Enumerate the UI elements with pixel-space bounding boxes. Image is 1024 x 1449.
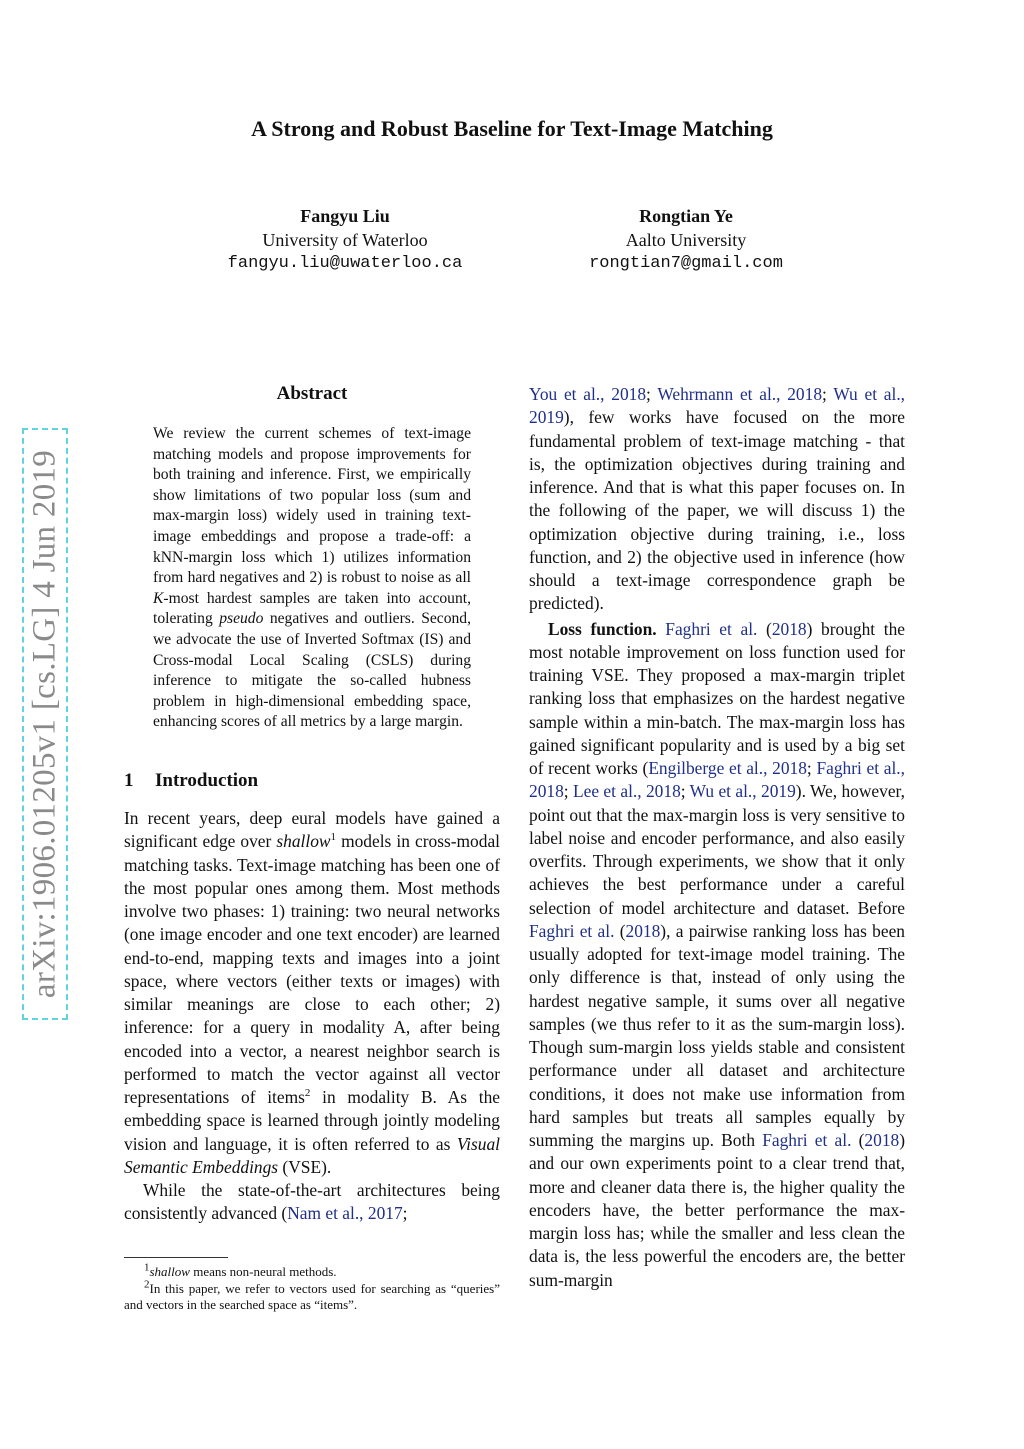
section-number: 1 [124,770,134,791]
text-run: ), few works have focused on the more fundamental problem of text-image matching - that is, the optimization objectives during training and inference. And that is what this paper focuses on. In the following of the paper, we will discuss 1) the optimization objective during training, i.e., loss function, and 2) the objective used in inference (how should a text-image correspondence graph be predicted). [529,407,905,614]
left-column-body [124,807,500,1226]
paper-title: A Strong and Robust Baseline for Text-Image Matching [251,116,773,141]
citation-link[interactable]: Nam et al., 2017 [287,1203,403,1224]
text-run: and our own experiments point to a clear trend that, more and cleaner data there is, the higher quality the encoders have, the better performance the max-margin loss has; while the smaller and less clean the data is, the less powerful the encoders are, the better sum-margin [529,1153,905,1290]
author-affiliation: Aalto University [625,230,747,250]
right-paragraph-1: You et al., 2018; Wehrmann et al., 2018; Wu et al., 2019), few works have focused on the more fundamental problem of text-image matching - that is, the optimization objectives during training and inference. And that is what this paper focuses on. In the following of the paper, we will discuss 1) the optimization objective during training, i.e., loss function, and 2) the objective used in inference (how should a text-image correspondence graph be predicted). [529,384,906,614]
text-run: , a pairwise ranking loss has been usually adopted for text-image model training. The only difference is that, instead of only using the hardest negative sample, it sums over all negative samples (we thus refer to it as the sum-margin loss). Though sum-margin loss yields stable and consistent performance under all dataset and architecture conditions, it does not make use information from hard samples but treats all samples equally by summing the margins up. Both [529,920,905,1150]
citation-link[interactable]: Wu et al., 2019 [529,384,906,428]
text-run: ). We, however, point out that the max-margin loss is very sensitive to label noise and encoder performance, and also easily overfits. Through experiments, we show that it only achieves the best performance under a careful selection of model architecture and dataset. Before [529,781,905,918]
footnotes [124,1261,500,1314]
footnote-marker[interactable]: 2 [304,1087,311,1100]
citation-link[interactable]: You et al., 2018 [529,384,647,404]
citation-link[interactable]: Engilberge et al., 2018 [648,758,807,778]
author-affiliation: University of Waterloo [262,230,428,250]
intro-paragraph-1 [124,807,500,1179]
citation-year-link[interactable]: 2018 [771,618,807,639]
abstract-heading: Abstract [276,383,348,404]
citation-link[interactable]: Faghri et al. [762,1130,852,1150]
text-run: While the state-of-the-art architectures being consistently advanced ( [124,1180,500,1224]
arxiv-stamp [22,428,68,1020]
author-block-1 [165,204,525,276]
footnote-2 [124,1278,500,1314]
text-run: models in cross-modal matching tasks. Text-image matching has been one of the most popular ones among them. Most methods involve two phases: 1) training: two neural networks (one image encoder and one text encoder) are learned end-to-end, mapping texts and images into a joint space, where vectors (either texts or images) with similar meanings are close to each other; 2) inference: for a query in modality A, after being encoded into a vector, a nearest neighbor search is performed to match the vector against all vector representations of items [124,831,500,1107]
text-run: (VSE). [278,1156,332,1177]
section-heading-introduction [124,770,258,792]
text-run: In this paper, we refer to vectors used for searching as “queries” and vectors in the searched space as “items”. [124,1280,500,1312]
citation-year-link[interactable]: 2018 [864,1130,900,1150]
footnote-divider [124,1257,228,1258]
text-run: means non-neural methods. [189,1264,337,1279]
footnote-marker[interactable]: 1 [330,831,336,844]
text-italic: shallow [276,831,331,852]
abstract-body [153,424,471,733]
citation-link[interactable]: Faghri et al. [529,920,615,941]
section-title: Introduction [155,770,259,791]
text-run: ; [402,1203,408,1224]
text-italic: shallow [149,1264,190,1279]
citation-year-link[interactable]: 2018 [625,920,661,941]
text-run: in modality B. As the embedding space is learned through jointly modeling vision and language, it is often referred to as [124,1087,500,1154]
author-email: fangyu.liu@uwaterloo.ca [227,254,463,273]
author-block-2 [506,204,866,276]
intro-paragraph-2 [124,1179,500,1226]
footnote-number: 1 [144,1261,150,1274]
footnote-number: 2 [144,1278,150,1291]
arxiv-stamp-text: arXiv:1906.01205v1 [cs.LG] 4 Jun 2019 [26,449,63,999]
abstract-text: We review the current schemes of text-image matching models and propose improvements for both training and inference. First, we empirically show limitations of two popular loss (sum and max-margin loss) widely used in training text-image embeddings and propose a trade-off: a kNN-margin loss which 1) utilizes information from hard negatives and 2) is robust to noise as all [153,425,471,587]
paragraph-heading: Loss function. [548,618,657,639]
author-name: Fangyu Liu [300,206,390,226]
citation-link[interactable]: Lee et al., 2018 [573,781,681,802]
author-name: Rongtian Ye [639,206,733,226]
abstract-text: negatives and outliers. Second, we advocate the use of Inverted Softmax (IS) and Cross-modal Local Scaling (CSLS) during inference to mitigate the so-called hubness problem in high-dimensional embedding space, enhancing scores of all metrics by a large margin. [153,610,472,731]
right-column-body [529,383,905,1292]
abstract-k-symbol: K [153,589,164,607]
text-italic: Visual Semantic Embeddings [124,1133,500,1177]
abstract-text: -most hardest samples are taken into account, tolerating [153,589,471,628]
author-email: rongtian7@gmail.com [589,254,783,273]
text-run: In recent years, deep eural models have gained a significant edge over [124,808,500,852]
citation-link[interactable]: Wu et al., 2019 [689,781,796,802]
text-run: brought the most notable improvement on loss function used for training VSE. They proposed a max-margin triplet ranking loss that emphasizes on the hardest negative sample within a min-batch. The max-margin loss has gained significant popularity and is used by a big set of recent works ( [529,618,905,778]
citation-link[interactable]: Faghri et al. [665,618,758,639]
loss-function-paragraph: Loss function. Faghri et al. (2018) brought the most notable improvement on loss function used for training VSE. They proposed a max-margin triplet ranking loss that emphasizes on the hardest negative sample within a min-batch. The max-margin loss has gained significant popularity and is used by a big set of recent works (Engilberge et al., 2018; Faghri et al., 2018; Lee et al., 2018; Wu et al., 2019). We, however, point out that the max-margin loss is very sensitive to label noise and encoder performance, and also easily overfits. Through experiments, we show that it only achieves the best performance under a careful selection of model architecture and dataset. Before Faghri et al. (2018), a pairwise ranking loss has been usually adopted for text-image model training. The only difference is that, instead of only using the hardest negative sample, it sums over all negative samples (we thus refer to it as the sum-margin loss). Though sum-margin loss yields stable and consistent performance under all dataset and architecture conditions, it does not make use information from hard samples but treats all samples equally by summing the margins up. Both Faghri et al. (2018) and our own experiments point to a clear trend that, more and cleaner data there is, the higher quality the encoders have, the better performance the max-margin loss has; while the smaller and less clean the data is, the less powerful the encoders are, the better sum-margin [529,618,905,1290]
abstract-pseudo: pseudo [219,610,264,628]
citation-link[interactable]: Wehrmann et al., 2018 [657,384,823,404]
citation-link[interactable]: Faghri et al., 2018 [529,758,905,802]
footnote-1 [124,1261,500,1281]
